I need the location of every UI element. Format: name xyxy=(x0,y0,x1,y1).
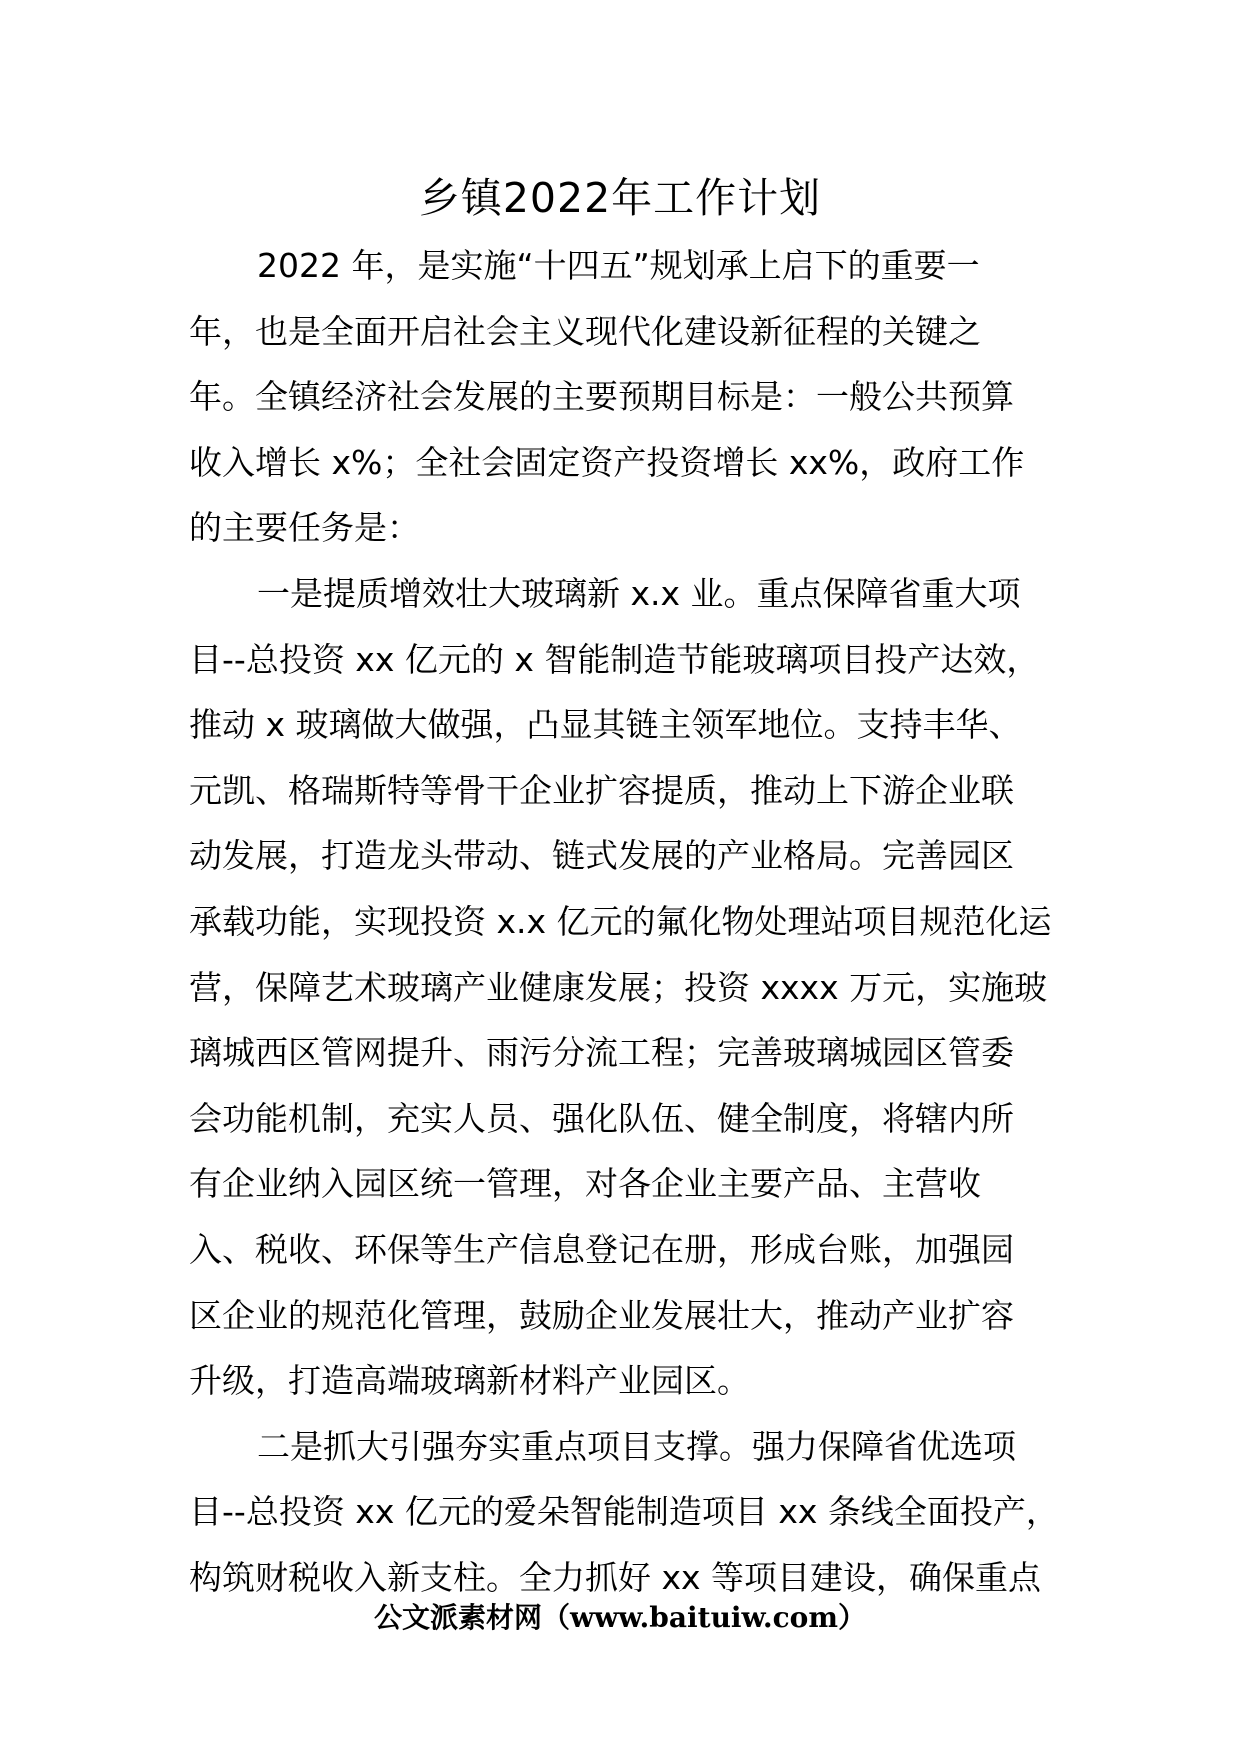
document-body xyxy=(189,233,1057,1610)
paragraph-line: 有企业纳入园区统一管理，对各企业主要产品、主营收 xyxy=(189,1164,981,1204)
paragraph-line: 区企业的规范化管理，鼓励企业发展壮大，推动产业扩容 xyxy=(189,1295,1014,1335)
paragraph-line: 年。全镇经济社会发展的主要预期目标是：一般公共预算 xyxy=(189,377,1014,417)
paragraph-line: 营，保障艺术玻璃产业健康发展；投资 xxxx 万元，实施玻 xyxy=(189,967,1048,1007)
paragraph-line: 入、税收、环保等生产信息登记在册，形成台账，加强园 xyxy=(189,1229,1014,1269)
paragraph-line: 目--总投资 xx 亿元的爱朵智能制造项目 xx 条线全面投产， xyxy=(189,1492,1059,1532)
paragraph-2 xyxy=(189,561,1057,1414)
paragraph-line: 2022 年，是实施“十四五”规划承上启下的重要一 xyxy=(257,246,980,285)
paragraph-line: 构筑财税收入新支柱。全力抓好 xx 等项目建设，确保重点 xyxy=(189,1557,1042,1597)
source-watermark-footer: 公文派素材网（www.baituiw.com） xyxy=(374,1601,866,1634)
paragraph-line: 元凯、格瑞斯特等骨干企业扩容提质，推动上下游企业联 xyxy=(189,770,1014,810)
paragraph-line: 璃城西区管网提升、雨污分流工程；完善玻璃城园区管委 xyxy=(189,1033,1014,1073)
paragraph-line: 目--总投资 xx 亿元的 x 智能制造节能玻璃项目投产达效， xyxy=(189,639,1040,679)
paragraph-line: 一是提质增效壮大玻璃新 x.x 业。重点保障省重大项 xyxy=(257,573,1021,613)
paragraph-line: 会功能机制，充实人员、强化队伍、健全制度，将辖内所 xyxy=(189,1098,1014,1138)
paragraph-1 xyxy=(189,233,1057,561)
paragraph-line: 推动 x 玻璃做大做强，凸显其链主领军地位。支持丰华、 xyxy=(189,705,1022,745)
paragraph-line: 二是抓大引强夯实重点项目支撑。强力保障省优选项 xyxy=(257,1426,1016,1466)
paragraph-line: 承载功能，实现投资 x.x 亿元的氟化物处理站项目规范化运 xyxy=(189,901,1052,941)
paragraph-line: 收入增长 x%；全社会固定资产投资增长 xx%，政府工作 xyxy=(189,442,1025,482)
document-title: 乡镇2022年工作计划 xyxy=(418,174,822,222)
paragraph-line: 升级，打造高端玻璃新材料产业园区。 xyxy=(189,1361,750,1401)
paragraph-line: 的主要任务是： xyxy=(189,508,420,548)
paragraph-3 xyxy=(189,1414,1057,1611)
paragraph-line: 年，也是全面开启社会主义现代化建设新征程的关键之 xyxy=(189,311,981,351)
paragraph-line: 动发展，打造龙头带动、链式发展的产业格局。完善园区 xyxy=(189,836,1014,876)
